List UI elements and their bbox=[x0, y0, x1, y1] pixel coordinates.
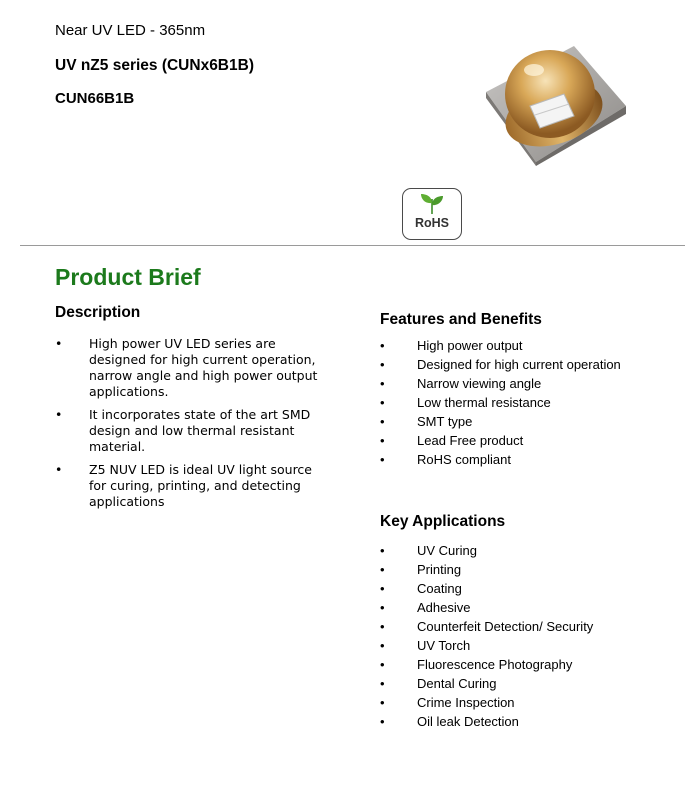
section-divider bbox=[20, 245, 685, 246]
key-applications-heading: Key Applications bbox=[380, 513, 506, 530]
bullet: • bbox=[380, 414, 385, 429]
list-item: • UV Curing bbox=[380, 543, 477, 558]
bullet: • bbox=[380, 676, 385, 691]
rohs-badge bbox=[402, 188, 462, 240]
list-item: • UV Torch bbox=[380, 638, 471, 653]
key-applications-list bbox=[380, 541, 593, 731]
list-item: • Crime Inspection bbox=[380, 695, 515, 710]
bullet: • bbox=[380, 581, 385, 596]
list-item: • Dental Curing bbox=[380, 676, 497, 691]
bullet: • bbox=[380, 376, 385, 391]
bullet: • bbox=[380, 338, 385, 353]
product-brief-title: Product Brief bbox=[55, 264, 201, 290]
bullet: • bbox=[380, 657, 385, 672]
bullet: • bbox=[380, 433, 385, 448]
list-item: • Counterfeit Detection/ Security bbox=[380, 619, 594, 634]
bullet: • bbox=[380, 714, 385, 729]
list-item: • Designed for high current operation bbox=[380, 357, 621, 372]
list-item: • High power output bbox=[380, 338, 523, 353]
bullet: • bbox=[380, 562, 385, 577]
list-item: • Adhesive bbox=[380, 600, 471, 615]
bullet: • bbox=[380, 695, 385, 710]
bullet: • bbox=[55, 407, 63, 422]
led-package-image bbox=[478, 36, 628, 166]
list-item: • Lead Free product bbox=[380, 433, 524, 448]
list-item: • RoHS compliant bbox=[380, 452, 511, 467]
list-item: • Printing bbox=[380, 562, 462, 577]
bullet: • bbox=[380, 638, 385, 653]
leaf-icon bbox=[419, 193, 445, 215]
bullet: • bbox=[380, 619, 385, 634]
list-item: • Low thermal resistance bbox=[380, 395, 551, 410]
bullet: • bbox=[380, 452, 385, 467]
series-title: UV nZ5 series (CUNx6B1B) bbox=[55, 57, 254, 74]
part-number: CUN66B1B bbox=[55, 90, 135, 107]
list-item: • Fluorescence Photography bbox=[380, 657, 573, 672]
description-heading: Description bbox=[55, 304, 141, 321]
rohs-label: RoHS bbox=[414, 216, 450, 230]
bullet: • bbox=[380, 600, 385, 615]
product-type-line: Near UV LED - 365nm bbox=[55, 22, 206, 39]
bullet: • bbox=[380, 543, 385, 558]
list-item: • High power UV LED series are designed for high current operation, narrow angle and high power output applications. bbox=[55, 336, 318, 399]
list-item: • SMT type bbox=[380, 414, 473, 429]
bullet: • bbox=[380, 395, 385, 410]
bullet: • bbox=[55, 336, 63, 351]
bullet: • bbox=[55, 462, 63, 477]
list-item: • It incorporates state of the art SMD design and low thermal resistant material. bbox=[55, 407, 311, 454]
features-list bbox=[380, 336, 621, 469]
description-list bbox=[55, 336, 325, 517]
list-item: • Z5 NUV LED is ideal UV light source for curing, printing, and detecting applications bbox=[55, 462, 312, 509]
bullet: • bbox=[380, 357, 385, 372]
list-item: • Oil leak Detection bbox=[380, 714, 519, 729]
features-heading: Features and Benefits bbox=[380, 311, 542, 328]
list-item: • Coating bbox=[380, 581, 462, 596]
list-item: • Narrow viewing angle bbox=[380, 376, 542, 391]
